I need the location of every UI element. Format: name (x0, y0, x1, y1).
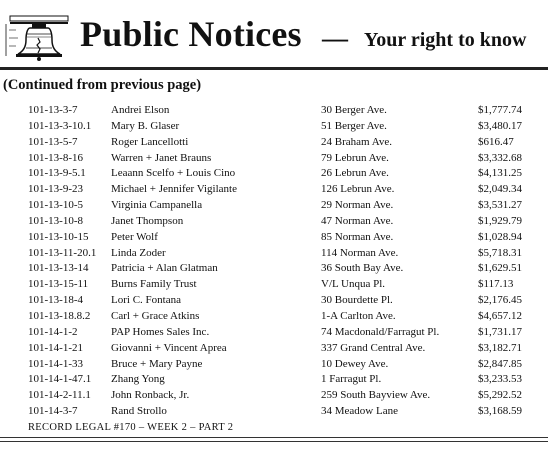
owner-name: Janet Thompson (111, 214, 184, 227)
parcel-id: 101-14-1-47.1 (28, 373, 92, 386)
parcel-id: 101-13-10-8 (28, 214, 83, 227)
amount-due: $2,049.34 (478, 183, 522, 196)
amount-due: $4,131.25 (478, 167, 522, 180)
owner-name: John Ronback, Jr. (111, 389, 190, 402)
parcel-id: 101-13-9-5.1 (28, 167, 86, 180)
parcel-id: 101-13-9-23 (28, 183, 83, 196)
amount-due: $4,657.12 (478, 309, 522, 322)
owner-name: Carl + Grace Atkins (111, 309, 200, 322)
list-item (0, 135, 548, 151)
property-address: 126 Lebrun Ave. (321, 183, 395, 196)
owner-name: Michael + Jennifer Vigilante (111, 183, 237, 196)
footer-divider-top (0, 437, 548, 438)
owner-name: Rand Strollo (111, 405, 167, 418)
amount-due: $3,531.27 (478, 199, 522, 212)
list-item (0, 182, 548, 198)
amount-due: $1,777.74 (478, 104, 522, 116)
owner-name: Virginia Campanella (111, 199, 203, 212)
property-address: 30 Berger Ave. (321, 104, 387, 116)
property-address: 29 Norman Ave. (321, 199, 394, 212)
property-address: 114 Norman Ave. (321, 246, 399, 259)
list-item (0, 293, 548, 309)
notice-list (0, 103, 548, 420)
property-address: 30 Bourdette Pl. (321, 294, 393, 307)
list-item (0, 119, 548, 135)
parcel-id: 101-13-5-7 (28, 135, 78, 148)
owner-name: Peter Wolf (111, 230, 158, 243)
amount-due: $117.13 (478, 278, 514, 291)
parcel-id: 101-13-10-15 (28, 230, 89, 243)
list-item (0, 388, 548, 404)
list-item (0, 261, 548, 277)
property-address: 79 Lebrun Ave. (321, 151, 389, 164)
parcel-id: 101-13-10-5 (28, 199, 83, 212)
amount-due: $3,332.68 (478, 151, 522, 164)
list-item (0, 372, 548, 388)
list-item (0, 309, 548, 325)
parcel-id: 101-13-18-4 (28, 294, 83, 307)
parcel-id: 101-14-1-2 (28, 325, 78, 338)
owner-name: Warren + Janet Brauns (111, 151, 212, 164)
owner-name: Mary B. Glaser (111, 119, 180, 132)
property-address: 24 Braham Ave. (321, 135, 392, 148)
parcel-id: 101-14-1-33 (28, 357, 83, 370)
footer-divider-bottom (0, 441, 548, 442)
liberty-bell-icon (4, 10, 70, 62)
amount-due: $5,718.31 (478, 246, 522, 259)
property-address: 74 Macdonald/Farragut Pl. (321, 325, 440, 338)
amount-due: $1,929.79 (478, 214, 522, 227)
amount-due: $5,292.52 (478, 389, 522, 402)
amount-due: $3,480.17 (478, 119, 522, 132)
property-address: 85 Norman Ave. (321, 230, 394, 243)
owner-name: Patricia + Alan Glatman (111, 262, 218, 275)
amount-due: $2,176.45 (478, 294, 522, 307)
list-item (0, 103, 548, 119)
amount-due: $3,182.71 (478, 341, 522, 354)
list-item (0, 151, 548, 167)
continued-label: (Continued from previous page) (3, 77, 202, 93)
owner-name: Andrei Elson (111, 104, 170, 116)
header-divider (0, 67, 548, 70)
property-address: 34 Meadow Lane (321, 405, 398, 418)
record-legal-label: RECORD LEGAL #170 – WEEK 2 – PART 2 (28, 422, 234, 433)
property-address: 1-A Carlton Ave. (321, 309, 396, 322)
list-item (0, 277, 548, 293)
amount-due: $1,731.17 (478, 325, 522, 338)
owner-name: Lori C. Fontana (111, 294, 181, 307)
masthead (0, 0, 548, 68)
list-item (0, 325, 548, 341)
property-address: 10 Dewey Ave. (321, 357, 389, 370)
owner-name: Roger Lancellotti (111, 135, 189, 148)
owner-name: Leaann Scelfo + Louis Cino (111, 167, 236, 180)
list-item (0, 230, 548, 246)
amount-due: $1,629.51 (478, 262, 522, 275)
property-address: 1 Farragut Pl. (321, 373, 382, 386)
property-address: 26 Lebrun Ave. (321, 167, 389, 180)
list-item (0, 214, 548, 230)
amount-due: $2,847.85 (478, 357, 522, 370)
title-dash: — (322, 24, 348, 53)
amount-due: $3,233.53 (478, 373, 522, 386)
parcel-id: 101-13-18.8.2 (28, 309, 91, 322)
parcel-id: 101-14-3-7 (28, 405, 78, 418)
list-item (0, 198, 548, 214)
owner-name: Burns Family Trust (111, 278, 197, 291)
parcel-id: 101-14-2-11.1 (28, 389, 91, 402)
list-item (0, 404, 548, 420)
amount-due: $616.47 (478, 135, 514, 148)
owner-name: PAP Homes Sales Inc. (111, 325, 210, 338)
property-address: 259 South Bayview Ave. (321, 389, 431, 402)
property-address: 337 Grand Central Ave. (321, 341, 426, 354)
owner-name: Linda Zoder (111, 246, 166, 259)
parcel-id: 101-14-1-21 (28, 341, 83, 354)
page-subtitle: Your right to know (364, 29, 527, 51)
owner-name: Giovanni + Vincent Aprea (111, 341, 227, 354)
list-item (0, 166, 548, 182)
property-address: 47 Norman Ave. (321, 214, 394, 227)
owner-name: Bruce + Mary Payne (111, 357, 203, 370)
parcel-id: 101-13-11-20.1 (28, 246, 97, 259)
list-item (0, 246, 548, 262)
amount-due: $3,168.59 (478, 405, 522, 418)
amount-due: $1,028.94 (478, 230, 522, 243)
parcel-id: 101-13-8-16 (28, 151, 83, 164)
list-item (0, 357, 548, 373)
property-address: 36 South Bay Ave. (321, 262, 404, 275)
property-address: V/L Unqua Pl. (321, 278, 386, 291)
page-title: Public Notices (80, 14, 302, 54)
parcel-id: 101-13-3-7 (28, 104, 78, 116)
parcel-id: 101-13-15-11 (28, 278, 89, 291)
parcel-id: 101-13-13-14 (28, 262, 89, 275)
owner-name: Zhang Yong (111, 373, 165, 386)
parcel-id: 101-13-3-10.1 (28, 119, 92, 132)
property-address: 51 Berger Ave. (321, 119, 387, 132)
list-item (0, 341, 548, 357)
